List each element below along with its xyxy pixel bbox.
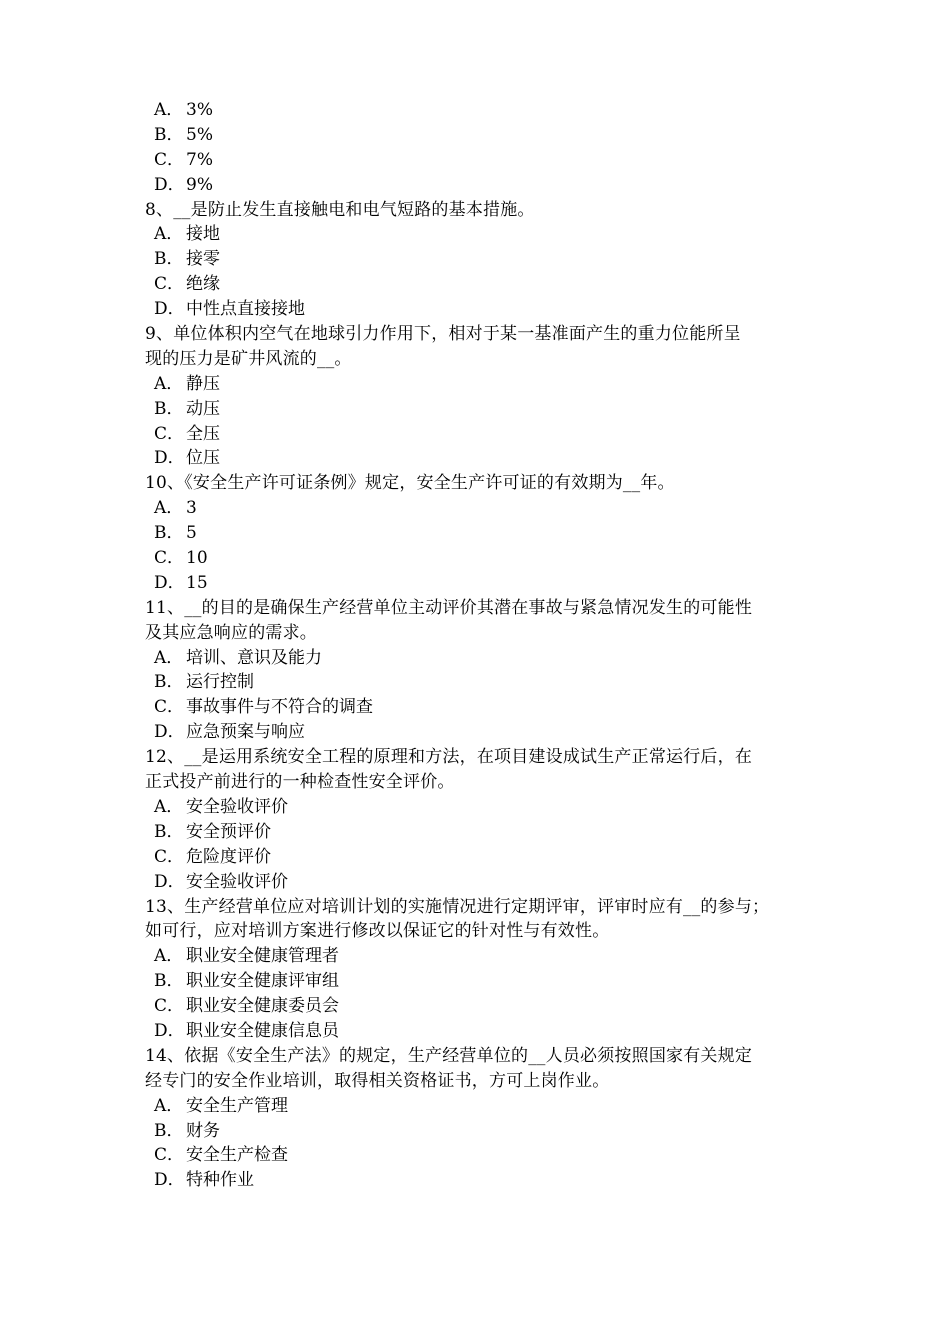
option-text: 3% — [186, 100, 213, 120]
question-block — [145, 745, 810, 894]
question-stem-line: 如可行，应对培训方案进行修改以保证它的针对性与有效性。 — [145, 921, 610, 942]
question-stem-line: 12、__是运用系统安全工程的原理和方法，在项目建设成试生产正常运行后，在 — [145, 747, 753, 768]
option-letter: A． — [154, 1095, 184, 1116]
option-text: 事故事件与不符合的调查 — [186, 697, 373, 718]
answer-option — [145, 1094, 810, 1119]
question-block — [145, 322, 810, 471]
answer-option — [145, 297, 810, 322]
option-letter: A． — [154, 373, 184, 394]
answer-option — [145, 646, 810, 671]
answer-option — [145, 870, 810, 895]
answer-option — [145, 446, 810, 471]
answer-option — [145, 496, 810, 521]
option-text: 运行控制 — [186, 672, 254, 693]
option-letter: A． — [154, 946, 184, 967]
option-text: 静压 — [186, 373, 220, 394]
answer-option — [145, 720, 810, 745]
question-block — [145, 1044, 810, 1193]
option-text: 职业安全健康评审组 — [186, 971, 339, 992]
option-letter: B． — [154, 523, 184, 544]
option-text: 财务 — [186, 1120, 220, 1141]
answer-option — [145, 1143, 810, 1168]
answer-option — [145, 123, 810, 148]
option-letter: B． — [154, 398, 184, 419]
option-text: 危险度评价 — [186, 846, 271, 867]
option-letter: B． — [154, 1120, 184, 1141]
question-stem-line: 13、生产经营单位应对培训计划的实施情况进行定期评审，评审时应有__的参与； — [145, 896, 770, 917]
option-text: 接零 — [186, 249, 220, 270]
option-letter: D． — [154, 299, 185, 320]
option-text: 职业安全健康信息员 — [186, 1020, 339, 1041]
answer-option — [145, 1168, 810, 1193]
option-letter: A． — [154, 224, 184, 245]
option-text: 3 — [186, 498, 197, 519]
option-letter: C． — [154, 274, 185, 295]
option-text: 职业安全健康管理者 — [186, 946, 339, 967]
question-stem-line: 正式投产前进行的一种检查性安全评价。 — [145, 772, 455, 793]
answer-option — [145, 222, 810, 247]
option-text: 全压 — [186, 423, 220, 444]
option-text: 培训、意识及能力 — [186, 647, 322, 668]
answer-option — [145, 546, 810, 571]
option-letter: C． — [154, 846, 185, 867]
answer-option — [145, 521, 810, 546]
option-letter: D． — [154, 572, 185, 593]
question-stem-line: 14、依据《安全生产法》的规定，生产经营单位的__人员必须按照国家有关规定 — [145, 1045, 753, 1066]
option-letter: D． — [154, 871, 185, 892]
answer-option — [145, 1119, 810, 1144]
answer-option — [145, 148, 810, 173]
question-stem-line: 8、__是防止发生直接触电和电气短路的基本措施。 — [145, 199, 535, 220]
answer-option — [145, 845, 810, 870]
answer-option — [145, 571, 810, 596]
option-text: 5% — [186, 124, 213, 145]
option-text: 特种作业 — [186, 1170, 254, 1191]
option-text: 安全验收评价 — [186, 796, 288, 817]
question-stem-line: 经专门的安全作业培训，取得相关资格证书，方可上岗作业。 — [145, 1070, 610, 1091]
option-letter: D． — [154, 722, 185, 743]
option-text: 安全验收评价 — [186, 871, 288, 892]
option-letter: A． — [154, 498, 184, 519]
option-letter: C． — [154, 423, 185, 444]
answer-option — [145, 98, 810, 123]
question-block — [145, 198, 810, 322]
option-text: 安全生产检查 — [186, 1145, 288, 1166]
option-text: 位压 — [186, 448, 220, 469]
option-letter: B． — [154, 821, 184, 842]
option-letter: C． — [154, 548, 185, 569]
option-letter: A． — [154, 100, 184, 120]
option-letter: C． — [154, 996, 185, 1017]
answer-option — [145, 372, 810, 397]
question-block — [145, 471, 810, 595]
question-stem-line: 9、单位体积内空气在地球引力作用下，相对于某一基准面产生的重力位能所呈 — [145, 324, 741, 345]
option-letter: C． — [154, 697, 185, 718]
option-text: 安全预评价 — [186, 821, 271, 842]
option-text: 5 — [186, 523, 197, 544]
answer-option — [145, 994, 810, 1019]
option-letter: D． — [154, 448, 185, 469]
option-letter: D． — [154, 1020, 185, 1041]
answer-option — [145, 397, 810, 422]
option-letter: C． — [154, 149, 185, 170]
option-text: 中性点直接接地 — [186, 299, 305, 320]
answer-option — [145, 247, 810, 272]
option-text: 动压 — [186, 398, 220, 419]
option-letter: A． — [154, 796, 184, 817]
option-letter: C． — [154, 1145, 185, 1166]
option-text: 接地 — [186, 224, 220, 245]
answer-option — [145, 820, 810, 845]
option-text: 7% — [186, 149, 213, 170]
question-stem-line: 10、《安全生产许可证条例》规定，安全生产许可证的有效期为__年。 — [145, 473, 675, 494]
question-block — [145, 98, 810, 198]
option-letter: B． — [154, 971, 184, 992]
question-block — [145, 895, 810, 1044]
answer-option — [145, 173, 810, 198]
question-list — [145, 98, 810, 1193]
option-text: 15 — [186, 572, 208, 593]
option-letter: A． — [154, 647, 184, 668]
answer-option — [145, 695, 810, 720]
answer-option — [145, 969, 810, 994]
option-letter: B． — [154, 124, 184, 145]
question-stem-line: 及其应急响应的需求。 — [145, 622, 317, 643]
answer-option — [145, 1019, 810, 1044]
option-text: 绝缘 — [186, 274, 220, 295]
option-text: 9% — [186, 174, 213, 195]
answer-option — [145, 422, 810, 447]
option-text: 10 — [186, 548, 208, 569]
question-stem-line: 现的压力是矿井风流的__。 — [145, 348, 352, 369]
option-text: 安全生产管理 — [186, 1095, 288, 1116]
option-text: 应急预案与响应 — [186, 722, 305, 743]
question-block — [145, 596, 810, 745]
option-letter: D． — [154, 1170, 185, 1191]
answer-option — [145, 272, 810, 297]
option-letter: B． — [154, 249, 184, 270]
answer-option — [145, 944, 810, 969]
option-letter: D． — [154, 174, 185, 195]
option-letter: B． — [154, 672, 184, 693]
question-stem-line: 11、__的目的是确保生产经营单位主动评价其潜在事故与紧急情况发生的可能性 — [145, 597, 753, 618]
option-text: 职业安全健康委员会 — [186, 996, 339, 1017]
answer-option — [145, 670, 810, 695]
answer-option — [145, 795, 810, 820]
